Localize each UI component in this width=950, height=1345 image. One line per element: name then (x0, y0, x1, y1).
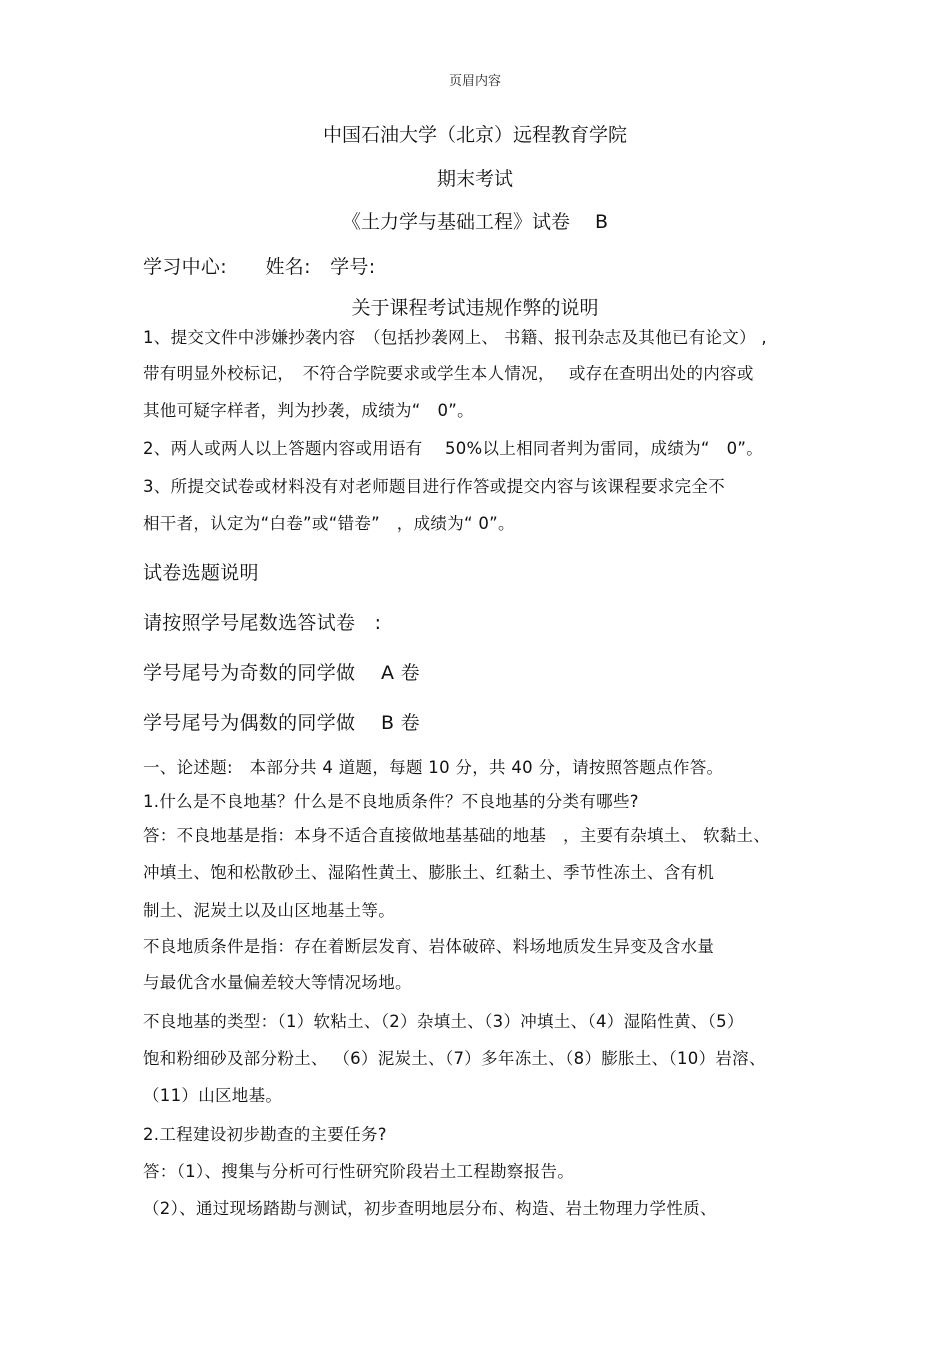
answer-line: 制土、泥炭土以及山区地基土等。 (143, 901, 395, 920)
selection-instruction: 请按照学号尾数选答试卷 : (143, 612, 382, 634)
answer-line: （11）山区地基。 (143, 1086, 283, 1105)
school-title: 中国石油大学（北京）远程教育学院 (322, 124, 627, 146)
answer-line: 饱和粉细砂及部分粉土、 （6）泥炭土、（7）多年冻土、（8）膨胀土、（10）岩溶、 (143, 1049, 766, 1068)
student-info: 学习中心: 姓名: 学号: (143, 256, 376, 278)
answer-line: 与最优含水量偏差较大等情况场地。 (143, 973, 412, 992)
page-header: 页眉内容 (448, 74, 501, 89)
rule-line: 其他可疑字样者，判为抄袭，成绩为“ 0”。 (143, 401, 474, 420)
paper-title: 《土力学与基础工程》试卷 B (341, 211, 609, 233)
selection-odd: 学号尾号为奇数的同学做 A 卷 (143, 662, 420, 684)
question-1: 1.什么是不良地基？什么是不良地质条件？不良地基的分类有哪些? (143, 792, 639, 811)
answer-line: 不良地基的类型：（1）软粘土、（2）杂填土、（3）冲填土、（4）湿陷性黄、（5） (143, 1012, 744, 1031)
rules-title: 关于课程考试违规作弊的说明 (351, 297, 599, 319)
answer-line: 答：（1）、搜集与分析可行性研究阶段岩土工程勘察报告。 (143, 1162, 575, 1181)
rule-line: 2、两人或两人以上答题内容或用语有 50%以上相同者判为雷同，成绩为“ 0”。 (143, 439, 764, 458)
answer-line: 冲填土、饱和松散砂土、湿陷性黄土、膨胀土、红黏土、季节性冻土、含有机 (143, 863, 715, 882)
rule-line: 相干者，认定为“白卷”或“错卷” ，成绩为“ 0”。 (143, 514, 515, 533)
selection-title: 试卷选题说明 (143, 562, 259, 584)
exam-title: 期末考试 (436, 168, 513, 190)
section-heading: 一、论述题: 本部分共 4 道题，每题 10 分，共 40 分，请按照答题点作答。 (143, 758, 724, 777)
rule-line: 带有明显外校标记， 不符合学院要求或学生本人情况， 或存在查明出处的内容或 (143, 364, 754, 383)
answer-line: 答：不良地基是指：本身不适合直接做地基基础的地基 ，主要有杂填土、 软黏土、 (143, 826, 771, 845)
answer-line: 不良地质条件是指：存在着断层发育、岩体破碎、料场地质发生异变及含水量 (143, 937, 715, 956)
rule-line: 1、提交文件中涉嫌抄袭内容 （包括抄袭网上、 书籍、报刊杂志及其他已有论文） , (143, 328, 767, 347)
rule-line: 3、所提交试卷或材料没有对老师题目进行作答或提交内容与该课程要求完全不 (143, 477, 725, 496)
answer-line: （2）、通过现场踏勘与测试，初步查明地层分布、构造、岩土物理力学性质、 (143, 1199, 717, 1218)
selection-even: 学号尾号为偶数的同学做 B 卷 (143, 712, 420, 734)
question-2: 2.工程建设初步勘查的主要任务? (143, 1125, 387, 1144)
